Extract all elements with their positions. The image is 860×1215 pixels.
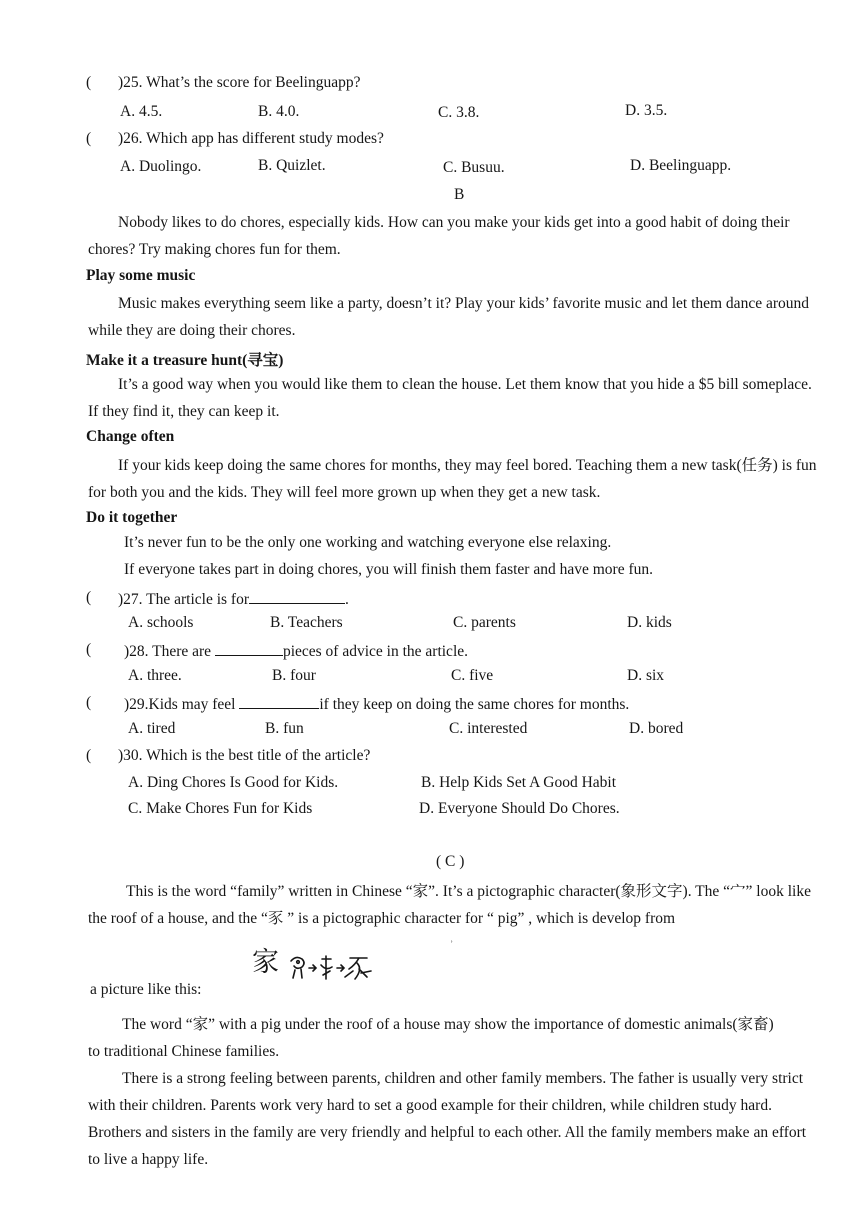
q27-text-post: . (345, 591, 349, 608)
q26-option-d: D. Beelinguapp. (630, 157, 732, 174)
q29-option-d: D. bored (629, 720, 684, 737)
paragraph-play-music: Music makes everything seem like a party, doesn’t it? Play your kids’ favorite music and let them dance around while they are doing their chores. (88, 295, 809, 339)
character-jia: 家 (252, 947, 279, 978)
q27-option-b: B. Teachers (270, 614, 343, 631)
section-b-label: B (454, 186, 465, 203)
q26-option-a: A. Duolingo. (120, 158, 202, 175)
q29-paren: ( (86, 694, 92, 711)
q25-text: )25. What’s the score for Beelinguapp? (118, 74, 361, 91)
stray-mark: ˒ (450, 935, 454, 946)
q28-paren: ( (86, 641, 92, 658)
q28-text-pre: )28. There are (124, 643, 215, 660)
pictograph-figure (252, 940, 392, 976)
heading-do-it-together: Do it together (86, 509, 178, 526)
q25-option-b: B. 4.0. (258, 103, 300, 120)
q26-text: )26. Which app has different study modes? (118, 130, 384, 147)
q30-option-c: C. Make Chores Fun for Kids (128, 800, 313, 817)
paragraph-do-it-together-1: It’s never fun to be the only one working and watching everyone else relaxing. (124, 534, 612, 551)
q27-option-c: C. parents (453, 614, 516, 631)
q29-option-b: B. fun (265, 720, 304, 737)
pig-evolution-sketch (287, 951, 392, 983)
q28-text (124, 641, 468, 661)
q30-paren: ( (86, 747, 92, 764)
q25-option-c: C. 3.8. (438, 104, 480, 121)
q25-option-d: D. 3.5. (625, 102, 668, 119)
paragraph-change-often: If your kids keep doing the same chores for months, they may feel bored. Teaching them a new task(任务) is fun for both you and the kids. They will feel more grown up when they get a new task. (88, 457, 817, 501)
paragraph-do-it-together-2: If everyone takes part in doing chores, you will finish them faster and have more fun. (124, 561, 653, 578)
q29-text-post: if they keep on doing the same chores for months. (319, 696, 630, 713)
paragraph-treasure-hunt: It’s a good way when you would like them to clean the house. Let them know that you hide a $5 bill someplace. If they find it, they can keep it. (88, 376, 812, 420)
q26-paren: ( (86, 130, 92, 147)
q29-option-a: A. tired (128, 720, 176, 737)
q29-option-c: C. interested (449, 720, 528, 737)
section-c-paragraph-1-end: a picture like this: (90, 981, 202, 998)
q30-text: )30. Which is the best title of the article? (118, 747, 371, 764)
section-c-label: ( C ) (436, 853, 465, 870)
section-b-intro: Nobody likes to do chores, especially kids. How can you make your kids get into a good habit of doing their chores? Try making chores fun for them. (88, 214, 790, 258)
q28-option-a: A. three. (128, 667, 182, 684)
q28-text-post: pieces of advice in the article. (282, 643, 468, 660)
q28-option-b: B. four (272, 667, 316, 684)
heading-treasure-hunt: Make it a treasure hunt(寻宝) (86, 352, 284, 369)
q27-text (118, 589, 349, 609)
q27-option-a: A. schools (128, 614, 194, 631)
q29-text-pre: )29.Kids may feel (124, 696, 240, 713)
section-c-paragraph-3: There is a strong feeling between parents, children and other family members. The father is usually very strict with their children. Parents work very hard to set a good example for their children, while children study hard. Brothers and sisters in the family are very friendly and helpful to each other. All the family members make an effort to live a happy life. (88, 1070, 807, 1168)
q29-blank[interactable] (239, 694, 319, 709)
q25-paren: ( (86, 74, 92, 91)
q27-text-pre: )27. The article is for (118, 591, 249, 608)
q28-blank[interactable] (215, 641, 283, 656)
q28-option-d: D. six (627, 667, 665, 684)
q26-option-b: B. Quizlet. (258, 157, 326, 174)
q30-option-a: A. Ding Chores Is Good for Kids. (128, 774, 339, 791)
q30-option-d: D. Everyone Should Do Chores. (419, 800, 620, 817)
heading-play-music: Play some music (86, 267, 196, 284)
q26-option-c: C. Busuu. (443, 159, 505, 176)
heading-change-often: Change often (86, 428, 175, 445)
q27-paren: ( (86, 589, 92, 606)
section-c-paragraph-1: This is the word “family” written in Chinese “家”. It’s a pictographic character(象形文字). The “宀” look like the roof of a house, and the “豕 ” is a pictographic character for “ pig” , which is develop from (88, 883, 811, 927)
q29-text (124, 694, 629, 714)
q27-option-d: D. kids (627, 614, 672, 631)
q28-option-c: C. five (451, 667, 494, 684)
q27-blank[interactable] (249, 589, 345, 604)
section-c-paragraph-2: The word “家” with a pig under the roof of a house may show the importance of domestic animals(家畜) to traditional Chinese families. (88, 1016, 774, 1060)
q30-option-b: B. Help Kids Set A Good Habit (421, 774, 617, 791)
q25-option-a: A. 4.5. (120, 103, 163, 120)
